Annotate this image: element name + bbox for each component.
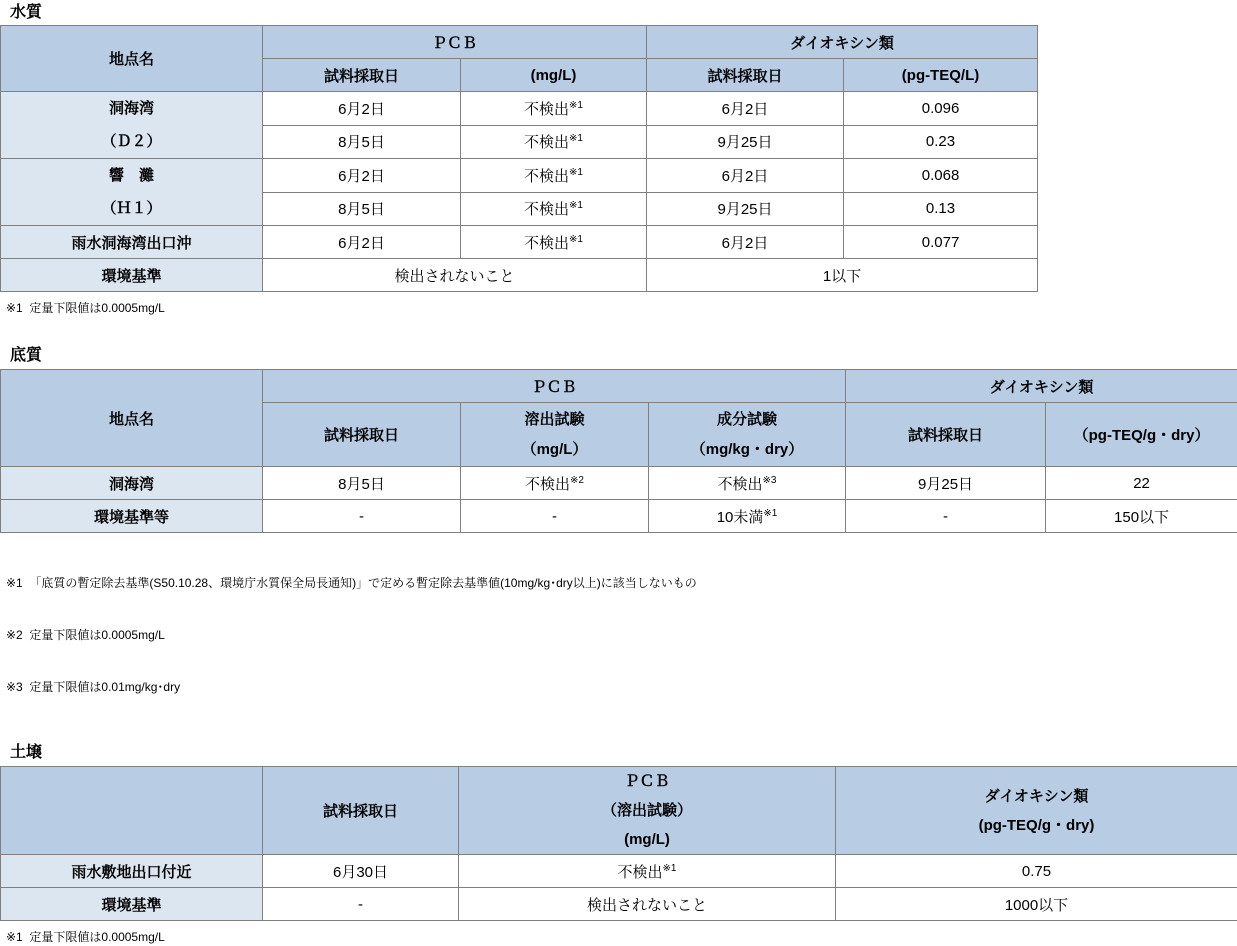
col-group-pcb: ＰＣＢ [263,26,647,59]
col-header-pcb-unit: (mg/L) [461,59,647,92]
row-header-hibikinada [1,159,263,226]
location-name-line2: （Ｄ２） [1,125,262,158]
footnote-ref: ※1 [763,508,777,519]
sample-date-cell: 8月5日 [263,467,461,500]
table-row [1,92,1038,126]
pcb-sample-date-cell: 6月2日 [263,159,461,193]
dioxin-value-cell: 0.068 [844,159,1038,193]
row-header-standard: 環境基準等 [1,500,263,533]
col-header-dioxin-sample-date: 試料採取日 [647,59,844,92]
pcb-value: 不検出 [524,168,569,185]
pcb-value: 不検出 [524,101,569,118]
dioxin-value-cell: 0.75 [836,855,1237,888]
row-header-usui-dokaiwan: 雨水洞海湾出口沖 [1,226,263,259]
pcb-standard-cell: 検出されないこと [459,888,836,921]
dioxin-standard-cell: 1000以下 [836,888,1237,921]
pcb-unit: (mg/L) [459,825,835,854]
pcb-value-cell [461,92,647,126]
elution-value-cell [461,467,649,500]
table-row-standard [1,500,1237,533]
table-row [1,159,1038,193]
elution-test-label: 溶出試験 [461,405,648,435]
footnote-ref: ※1 [569,234,583,245]
col-header-location: 地点名 [1,370,263,467]
sediment-table [0,369,1237,533]
water-quality-title: 水質 [10,4,1237,22]
dioxin-unit: (pg-TEQ/g・dry) [836,811,1237,840]
footnote: ※2 定量下限値は0.0005mg/L [6,627,1237,644]
soil-table [0,766,1237,921]
pcb-sample-date-cell: 6月2日 [263,226,461,259]
pcb-value-cell [461,125,647,159]
pcb-value: 不検出 [524,235,569,252]
soil-footnote: ※1 定量下限値は0.0005mg/L [6,929,1237,946]
empty-header-cell [1,767,263,855]
footnote: ※1 「底質の暫定除去基準(S50.10.28、環境庁水質保全局長通知)」で定める暫定除去基準値(10mg/kg･dry以上)に該当しないもの [6,575,1237,592]
location-name-line2: （Ｈ１） [1,192,262,225]
dioxin-value-cell: 0.13 [844,192,1038,226]
pcb-standard-cell: 検出されないこと [263,259,647,292]
pcb-sample-date-cell: 8月5日 [263,192,461,226]
sample-date-cell: - [263,888,459,921]
pcb-sample-date-cell: 8月5日 [263,125,461,159]
component-value-cell [649,500,846,533]
sample-date-cell: 6月30日 [263,855,459,888]
dioxin-sample-date-cell: 9月25日 [846,467,1046,500]
sediment-title: 底質 [10,347,1237,365]
component-value-cell [649,467,846,500]
pcb-sample-date-cell: 6月2日 [263,92,461,126]
table-row-standard [1,888,1237,921]
col-header-dioxin-unit: (pg-TEQ/L) [844,59,1038,92]
dioxin-sample-date-cell: 6月2日 [647,92,844,126]
footnote: ※3 定量下限値は0.01mg/kg･dry [6,679,1237,696]
col-group-dioxin: ダイオキシン類 [647,26,1038,59]
row-header-dokaiwan: 洞海湾 [1,467,263,500]
sediment-footnotes [6,541,1237,714]
dioxin-value-cell: 0.077 [844,226,1038,259]
row-header-usui-shikichi: 雨水敷地出口付近 [1,855,263,888]
soil-title: 土壌 [10,744,1237,762]
col-header-dioxin [836,767,1237,855]
footnote-ref: ※1 [569,100,583,111]
row-header-standard: 環境基準 [1,888,263,921]
col-header-location: 地点名 [1,26,263,92]
pcb-value-cell [461,159,647,193]
col-header-dioxin-unit: （pg-TEQ/g・dry） [1046,403,1237,467]
dioxin-value-cell: 0.096 [844,92,1038,126]
row-header-standard: 環境基準 [1,259,263,292]
table-row [1,855,1237,888]
component-value: 不検出 [718,476,763,493]
pcb-value-cell [459,855,836,888]
location-name-line1: 響 灘 [1,159,262,192]
col-group-dioxin: ダイオキシン類 [846,370,1237,403]
col-header-dioxin-sample-date: 試料採取日 [846,403,1046,467]
pcb-test-type: （溶出試験） [459,796,835,825]
col-header-sample-date: 試料採取日 [263,767,459,855]
pcb-value: 不検出 [524,201,569,218]
dioxin-value-cell: 22 [1046,467,1237,500]
water-quality-table [0,25,1038,292]
pcb-value-cell [461,192,647,226]
elution-test-unit: （mg/L） [461,435,648,465]
dioxin-label: ダイオキシン類 [836,782,1237,811]
table-row [1,226,1038,259]
col-header-elution-test [461,403,649,467]
dioxin-sample-date-cell: 9月25日 [647,192,844,226]
table-row-standard [1,259,1038,292]
pcb-value: 不検出 [524,134,569,151]
pcb-value-cell [461,226,647,259]
component-test-label: 成分試験 [649,405,845,435]
component-test-unit: （mg/kg・dry） [649,435,845,465]
col-header-pcb-sample-date: 試料採取日 [263,59,461,92]
dioxin-sample-date-cell: 9月25日 [647,125,844,159]
elution-value-cell: - [461,500,649,533]
footnote-ref: ※2 [570,475,584,486]
component-value: 10未満 [717,509,764,526]
elution-value: 不検出 [525,476,570,493]
dioxin-value-cell: 0.23 [844,125,1038,159]
col-header-sample-date: 試料採取日 [263,403,461,467]
dioxin-sample-date-cell: 6月2日 [647,226,844,259]
footnote-ref: ※1 [569,167,583,178]
dioxin-value-cell: 150以下 [1046,500,1237,533]
table-row [1,467,1237,500]
dioxin-standard-cell: 1以下 [647,259,1038,292]
location-name-line1: 洞海湾 [1,92,262,125]
sample-date-cell: - [263,500,461,533]
dioxin-sample-date-cell: - [846,500,1046,533]
footnote-ref: ※3 [763,475,777,486]
footnote-ref: ※1 [663,863,677,874]
col-header-component-test [649,403,846,467]
water-footnote: ※1 定量下限値は0.0005mg/L [6,300,1237,317]
row-header-dokaiwan [1,92,263,159]
pcb-value: 不検出 [618,864,663,881]
footnote-ref: ※1 [569,133,583,144]
pcb-label: ＰＣＢ [459,767,835,796]
footnote-ref: ※1 [569,200,583,211]
dioxin-sample-date-cell: 6月2日 [647,159,844,193]
col-header-pcb [459,767,836,855]
col-group-pcb: ＰＣＢ [263,370,846,403]
